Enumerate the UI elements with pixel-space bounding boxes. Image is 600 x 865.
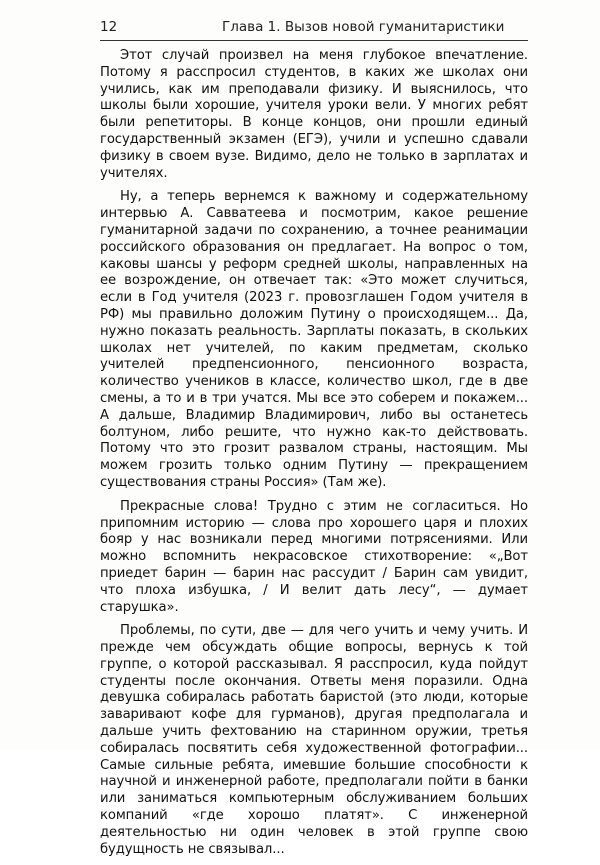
header-divider: [100, 40, 528, 41]
paragraph-2: Ну, а теперь вернемся к важному и содержательному интервью А. Савватеева и посмотрим, какое решение гуманитарной задачи по сохранению, а точнее реанимации российского образования он предлагает. На вопрос о том, каковы шансы у реформ средней школы, направленных на ее возрождение, он отвечает так: «Это может случиться, если в Год учителя (2023 г. провозглашен Годом учителя в РФ) мы правильно доложим Путину о происходящем... Да, нужно показать реальность. Зарплаты показать, в скольких школах нет учителей, по каким предметам, сколько учителей предпенсионного, пенсионного возраста, количество учеников в классе, количество школ, где в две смены, а то и в три учатся. Мы все это соберем и покажем... А дальше, Владимир Владимирович, либо вы останетесь болтуном, либо решите, что нужно как-то действовать. Потому что это грозит развалом страны, настоящим. Мы можем грозить только одним Путину — прекращением существования страны Россия» (Там же).: [100, 189, 528, 490]
chapter-title: Глава 1. Вызов новой гуманитаристики: [222, 19, 505, 35]
running-head: [100, 18, 530, 42]
paragraph-1: Этот случай произвел на меня глубокое впечатление. Потому я расспросил студентов, в каких же школах они учились, как им преподавали физику. И выяснилось, что школы были хорошие, учителя уроки вели. У многих ребят были репетиторы. В конце концов, они прошли единый государственный экзамен (ЕГЭ), учили и успешно сдавали физику в своем вузе. Видимо, дело не только в зарплатах и учителях.: [100, 48, 528, 181]
paragraph-4: Проблемы, по сути, две — для чего учить и чему учить. И прежде чем обсуждать общие вопросы, вернусь к той группе, о которой рассказывал. Я расспросил, куда пойдут студенты после окончания. Ответы меня поразили. Одна девушка собиралась работать баристой (это люди, которые заваривают кофе для гурманов), другая предполагала и дальше учить фехтованию на старинном оружии, третья собиралась посвятить себя художественной фотографии... Самые сильные ребята, имевшие большие способности к научной и инженерной работе, предполагали пойти в банки или заниматься компьютерным обслуживанием больших компаний «где хорошо платят». С инженерной деятельностью ни один человек в этой группе свою будущность не связывал...: [100, 623, 528, 857]
page-number: 12: [100, 19, 118, 35]
paragraph-3: Прекрасные слова! Трудно с этим не согласиться. Но припомним историю — слова про хорошего царя и плохих бояр у нас возникали перед многими потрясениями. Или можно вспомнить некрасовское стихотворение: «„Вот приедет барин — барин нас рассудит / Барин сам увидит, что плоха избушка, / И велит дать лесу“, — думает старушка».: [100, 498, 528, 615]
body-text: [100, 48, 528, 865]
